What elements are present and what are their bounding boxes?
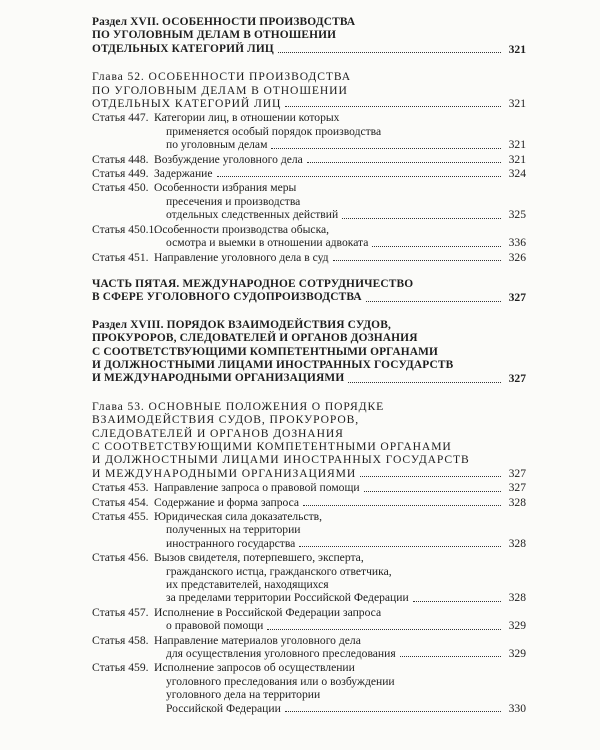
entry-title-line: МЕЖДУНАРОДНОЕ СОТРУДНИЧЕСТВО [182, 277, 414, 290]
entry-title-line: применяется особый порядок производства [166, 124, 382, 138]
page-number: 327 [508, 291, 526, 305]
entry-label: Глава 53. [92, 399, 145, 413]
entry-title-line: ОТДЕЛЬНЫХ КАТЕГОРИЙ ЛИЦ [92, 97, 282, 111]
dot-leader [299, 546, 501, 547]
page-number: 327 [508, 466, 526, 480]
article-row [92, 496, 526, 509]
table-of-contents [92, 16, 526, 715]
entry-title-line: ОТДЕЛЬНЫХ КАТЕГОРИЙ ЛИЦ [92, 42, 274, 55]
entry-title-line: ПО УГОЛОВНЫМ ДЕЛАМ В ОТНОШЕНИИ [92, 29, 337, 42]
entry-title-line: иностранного государства [166, 536, 296, 550]
toc-entry-text [92, 167, 526, 180]
page-number: 328 [508, 536, 526, 550]
toc-entry-text [92, 251, 526, 264]
dot-leader [307, 162, 501, 163]
page-number: 328 [508, 495, 526, 509]
entry-title-line: Особенности избрания меры [154, 181, 297, 195]
dot-leader [333, 260, 501, 261]
entry-title-line: уголовного дела на территории [166, 688, 321, 702]
page-number: 328 [508, 591, 526, 605]
article-label: Статья 458. [92, 633, 149, 647]
dot-leader [285, 711, 501, 712]
article-row [92, 223, 526, 250]
entry-last-line [154, 236, 526, 249]
dot-leader [360, 476, 501, 477]
entry-first-line [92, 16, 526, 29]
entry-title-line: Исполнение запросов об осуществлении [154, 661, 355, 675]
entry-last-line [154, 591, 526, 604]
article-title [154, 496, 526, 509]
entry-title-line: уголовного преследования или о возбуждении [166, 674, 395, 688]
page-number: 321 [508, 42, 526, 56]
page-number: 330 [508, 701, 526, 715]
toc-entry-text [92, 661, 526, 715]
article-row [92, 551, 526, 605]
toc-entry-chap[interactable] [92, 70, 526, 110]
page-number: 321 [508, 138, 526, 152]
entry-last-line [154, 167, 526, 180]
entry-title-line: Особенности производства обыска, [154, 222, 330, 236]
page-number: 321 [508, 97, 526, 111]
entry-last-line [154, 251, 526, 264]
entry-title-line: И МЕЖДУНАРОДНЫМИ ОРГАНИЗАЦИЯМИ [92, 372, 345, 385]
article-row [92, 153, 526, 166]
entry-last-line [92, 467, 526, 480]
dot-leader [278, 52, 501, 53]
dot-leader [342, 218, 501, 219]
entry-title-line: Юридическая сила доказательств, [154, 510, 323, 523]
page-number: 325 [508, 208, 526, 222]
toc-entry-head[interactable] [92, 16, 526, 56]
entry-title-line: ОСОБЕННОСТИ ПРОИЗВОДСТВА [162, 16, 356, 28]
entry-title-line: ОСОБЕННОСТИ ПРОИЗВОДСТВА [148, 70, 351, 84]
article-label: Статья 449. [92, 167, 149, 181]
entry-title-line: Содержание и форма запроса [154, 495, 300, 509]
toc-entry-art[interactable] [92, 111, 526, 151]
entry-title-line: Российской Федерации [166, 701, 281, 715]
toc-entry-text [92, 223, 526, 250]
entry-last-line [154, 153, 526, 166]
dot-leader [285, 106, 501, 107]
entry-title-line: С СООТВЕТСТВУЮЩИМИ КОМПЕТЕНТНЫМИ ОРГАНАМИ [92, 439, 452, 453]
article-row [92, 111, 526, 151]
toc-entry-text [92, 400, 526, 480]
page-number: 329 [508, 619, 526, 633]
article-title [154, 481, 526, 494]
entry-title-line: по уголовным делам [166, 138, 268, 152]
entry-title-line: Направление материалов уголовного дела [154, 633, 361, 647]
toc-entry-art[interactable] [92, 510, 526, 550]
entry-title-line: гражданского истца, гражданского ответчика, [166, 564, 392, 578]
entry-first-line [92, 70, 526, 83]
dot-leader [400, 656, 501, 657]
toc-entry-head[interactable] [92, 319, 526, 386]
toc-entry-art[interactable] [92, 634, 526, 661]
entry-last-line [154, 537, 526, 550]
toc-entry-art[interactable] [92, 481, 526, 494]
entry-last-line [154, 138, 526, 151]
article-label: Статья 457. [92, 605, 149, 619]
dot-leader [217, 176, 501, 177]
article-label: Статья 454. [92, 495, 149, 509]
toc-entry-part[interactable] [92, 278, 526, 305]
article-row [92, 510, 526, 550]
article-label: Статья 450.1. [92, 222, 158, 236]
page-number: 326 [508, 250, 526, 264]
entry-last-line [92, 291, 526, 304]
article-label: Статья 453. [92, 481, 149, 495]
page-number: 327 [508, 372, 526, 386]
toc-entry-art[interactable] [92, 251, 526, 264]
entry-title-line: Направление запроса о правовой помощи [154, 481, 360, 495]
toc-entry-art[interactable] [92, 223, 526, 250]
entry-title-line: ПОРЯДОК ВЗАИМОДЕЙСТВИЯ СУДОВ, [166, 318, 391, 331]
entry-title-line: за пределами территории Российской Федерации [166, 591, 409, 605]
toc-entry-text [92, 111, 526, 151]
entry-last-line [154, 647, 526, 660]
toc-entry-text [92, 319, 526, 386]
dot-leader [366, 301, 501, 302]
toc-entry-art[interactable] [92, 167, 526, 180]
dot-leader [348, 382, 501, 383]
toc-entry-text [92, 496, 526, 509]
entry-title-line: ВЗАИМОДЕЙСТВИЯ СУДОВ, ПРОКУРОРОВ, [92, 413, 360, 427]
article-label: Статья 448. [92, 152, 149, 166]
article-title [154, 551, 526, 605]
entry-title-line: пресечения и производства [166, 194, 301, 208]
entry-first-line [92, 400, 526, 413]
entry-title-line: Категории лиц, в отношении которых [154, 111, 340, 125]
entry-title-line: В СФЕРЕ УГОЛОВНОГО СУДОПРОИЗВОДСТВА [92, 291, 362, 304]
dot-leader [303, 505, 501, 506]
entry-title-line: для осуществления уголовного преследования [166, 647, 396, 661]
toc-entry-art[interactable] [92, 606, 526, 633]
article-title [154, 167, 526, 180]
article-label: Статья 459. [92, 661, 149, 675]
entry-title-line: С СООТВЕТСТВУЮЩИМИ КОМПЕТЕНТНЫМИ ОРГАНАМИ [92, 345, 439, 358]
entry-title-line: осмотра и выемки в отношении адвоката [166, 236, 369, 250]
entry-last-line [92, 43, 526, 56]
entry-title-line: о правовой помощи [166, 619, 264, 633]
entry-title-line: их представителей, находящихся [166, 578, 329, 592]
dot-leader [271, 148, 501, 149]
entry-first-line [92, 319, 526, 332]
article-title [154, 111, 526, 151]
dot-leader [267, 629, 501, 630]
entry-last-line [154, 619, 526, 632]
entry-last-line [92, 372, 526, 385]
entry-label: ЧАСТЬ ПЯТАЯ. [92, 277, 180, 290]
entry-title-line: Возбуждение уголовного дела [154, 152, 303, 166]
entry-title-line: полученных на территории [166, 523, 301, 537]
toc-entry-art[interactable] [92, 153, 526, 166]
article-row [92, 167, 526, 180]
toc-entry-art[interactable] [92, 496, 526, 509]
entry-title-line: СЛЕДОВАТЕЛЕЙ И ОРГАНОВ ДОЗНАНИЯ [92, 426, 344, 440]
toc-entry-text [92, 181, 526, 221]
toc-entry-chap[interactable] [92, 400, 526, 480]
article-row [92, 634, 526, 661]
article-row [92, 606, 526, 633]
toc-entry-text [92, 634, 526, 661]
toc-entry-text [92, 510, 526, 550]
entry-title-line: ПО УГОЛОВНЫМ ДЕЛАМ В ОТНОШЕНИИ [92, 83, 348, 97]
article-label: Статья 455. [92, 510, 149, 523]
toc-entry-text [92, 278, 526, 305]
entry-title-line: Исполнение в Российской Федерации запроса [154, 605, 382, 619]
toc-entry-art[interactable] [92, 551, 526, 605]
page-number: 329 [508, 647, 526, 661]
article-label: Статья 447. [92, 111, 149, 125]
entry-last-line [154, 496, 526, 509]
toc-entry-art[interactable] [92, 181, 526, 221]
entry-label: Глава 52. [92, 70, 145, 84]
page-number: 321 [508, 152, 526, 166]
article-row [92, 481, 526, 494]
dot-leader [413, 601, 501, 602]
article-row [92, 181, 526, 221]
entry-last-line [92, 97, 526, 110]
page-number: 327 [508, 481, 526, 495]
entry-title-line: Вызов свидетеля, потерпевшего, эксперта, [154, 551, 364, 565]
entry-first-line [92, 278, 526, 291]
article-title [154, 606, 526, 633]
dot-leader [372, 246, 501, 247]
article-label: Статья 451. [92, 250, 149, 264]
toc-entry-text [92, 70, 526, 110]
entry-last-line [154, 481, 526, 494]
article-title [154, 251, 526, 264]
entry-last-line [154, 208, 526, 221]
article-title [154, 634, 526, 661]
entry-title-line: отдельных следственных действий [166, 208, 339, 222]
article-row [92, 251, 526, 264]
article-title [154, 153, 526, 166]
entry-label: Раздел XVIII. [92, 318, 164, 331]
article-title [154, 223, 526, 250]
toc-entry-text [92, 606, 526, 633]
entry-title-line: Задержание [154, 167, 213, 181]
entry-title-line: И ДОЛЖНОСТНЫМИ ЛИЦАМИ ИНОСТРАННЫХ ГОСУДАРСТВ [92, 453, 470, 467]
entry-label: Раздел XVII. [92, 16, 160, 28]
entry-title-line: Направление уголовного дела в суд [154, 250, 329, 264]
entry-title-line: ПРОКУРОРОВ, СЛЕДОВАТЕЛЕЙ И ОРГАНОВ ДОЗНАНИЯ [92, 332, 418, 345]
article-title [154, 661, 526, 715]
article-label: Статья 450. [92, 181, 149, 195]
entry-last-line [154, 702, 526, 715]
article-row [92, 661, 526, 715]
page-number: 336 [508, 236, 526, 250]
toc-entry-text [92, 551, 526, 605]
toc-entry-text [92, 16, 526, 56]
article-title [154, 510, 526, 550]
entry-title-line: И ДОЛЖНОСТНЫМИ ЛИЦАМИ ИНОСТРАННЫХ ГОСУДАРСТВ [92, 358, 454, 371]
article-title [154, 181, 526, 221]
entry-title-line: И МЕЖДУНАРОДНЫМИ ОРГАНИЗАЦИЯМИ [92, 466, 357, 480]
page-number: 324 [508, 167, 526, 181]
dot-leader [364, 491, 501, 492]
toc-entry-text [92, 153, 526, 166]
article-label: Статья 456. [92, 551, 149, 565]
toc-entry-art[interactable] [92, 661, 526, 715]
entry-title-line: ОСНОВНЫЕ ПОЛОЖЕНИЯ О ПОРЯДКЕ [148, 399, 385, 413]
toc-entry-text [92, 481, 526, 494]
